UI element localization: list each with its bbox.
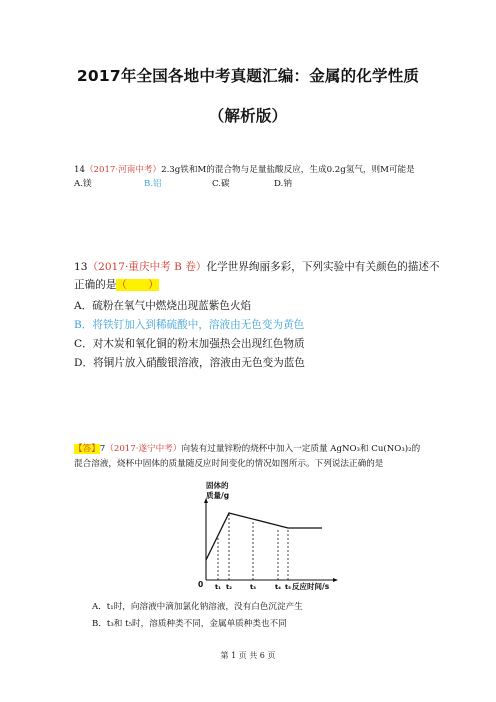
question-13-option-c: C．对木炭和氧化铜的粉末加强热会出现红色物质 [74, 338, 305, 350]
tick-label-t5: t₅ [285, 583, 291, 590]
question-14-stem [74, 164, 415, 177]
question-7-stem-line2: 混合溶液，烧杯中固体的质量随反应时间变化的情况如图所示。下列说法正确的是 [74, 459, 384, 469]
question-14-option-d: D.钠 [274, 179, 292, 189]
question-source: （2017·重庆中考 B 卷） [87, 261, 207, 273]
page-title: 2017年全国各地中考真题汇编：金属的化学性质 [76, 67, 420, 85]
question-number: 14 [74, 165, 85, 175]
question-number: 13 [74, 261, 88, 273]
question-number: 7 [99, 444, 106, 454]
question-13-stem-line1 [74, 258, 440, 276]
tick-label-t1: t₁ [215, 583, 221, 590]
question-13-option-b: B．将铁钉加入到稀硫酸中，溶液由无色变为黄色 [74, 319, 305, 331]
x-axis-label: 反应时间/s [292, 582, 330, 590]
question-text: 2.3g铁和M的混合物与足量盐酸反应，生成0.2g氢气，则M可能是 [161, 165, 415, 175]
question-13-stem-line2 [74, 276, 159, 294]
question-text: 化学世界绚丽多彩，下列实验中有关颜色的描述不 [206, 261, 440, 273]
tick-label-t2: t₂ [226, 583, 232, 590]
answer-blank: （ ） [116, 279, 159, 291]
question-13-option-d: D．将铜片放入硝酸银溶液，溶液由无色变为蓝色 [74, 357, 305, 369]
question-14-option-c: C.碳 [212, 179, 230, 189]
reference-lines [218, 513, 288, 580]
question-7-stem-line1 [74, 443, 420, 456]
question-13-option-a: A．硫粉在氧气中燃烧出现蓝紫色火焰 [74, 300, 252, 312]
answer-tag: 【答】 [74, 444, 100, 454]
question-14-option-b: B.铝 [144, 179, 162, 189]
question-text: 向装有过量锌粉的烧杯中加入一定质量 AgNO₃和 Cu(NO₃)₂的 [181, 444, 421, 454]
tick-label-t4: t₄ [275, 583, 281, 590]
question-14-option-a: A.镁 [74, 179, 92, 189]
question-7-option-a: A．t₁时，向溶液中滴加氯化钠溶液，没有白色沉淀产生 [92, 602, 303, 612]
x-axis-arrow [333, 578, 338, 582]
question-source: （2017·遂宁中考） [105, 444, 182, 454]
mass-curve [206, 513, 322, 560]
y-axis-label-line1: 固体的 [206, 481, 229, 490]
origin-label: 0 [198, 580, 204, 589]
mass-time-chart [196, 480, 346, 590]
question-text: 正确的是 [74, 279, 117, 291]
page-footer: 第 1 页 共 6 页 [220, 651, 276, 660]
page-subtitle: （解析版） [208, 107, 288, 125]
tick-label-t3: t₃ [250, 583, 256, 590]
question-source: （2017·河南中考） [84, 165, 162, 175]
y-axis-label-line2: 质量/g [206, 491, 230, 500]
question-7-option-b: B．t₃和 t₅时，溶质种类不同，金属单质种类也不同 [92, 619, 287, 629]
